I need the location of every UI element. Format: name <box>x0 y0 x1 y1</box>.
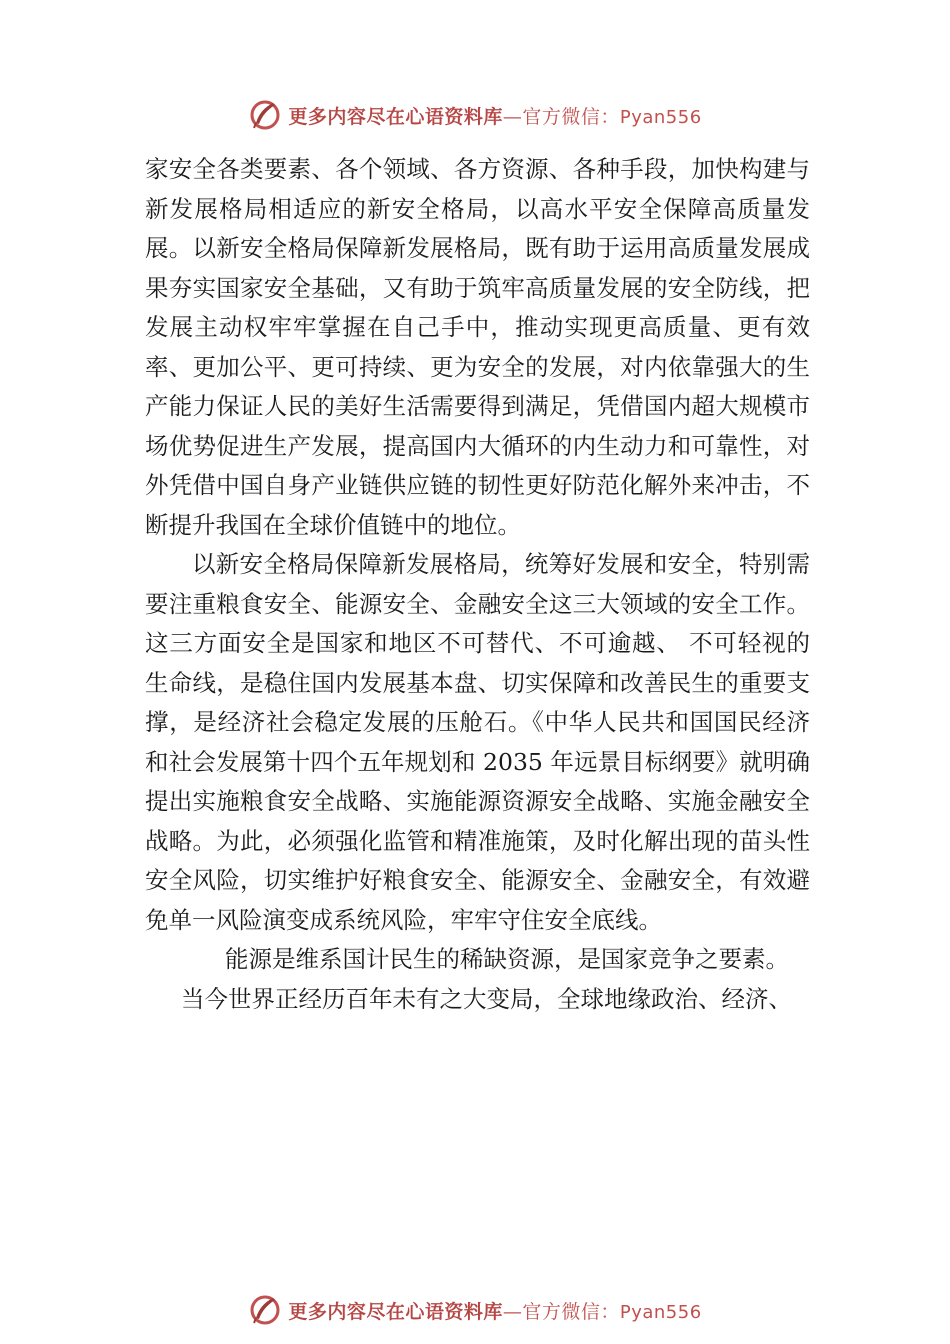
footer-brand: 更多内容尽在心语资料库 <box>288 1300 503 1323</box>
quill-pen-circle-icon <box>248 1293 282 1327</box>
paragraph-4: 当今世界正经历百年未有之大变局，全球地缘政治、经济、 <box>181 984 792 1013</box>
paragraph-3: 能源是维系国计民生的稀缺资源，是国家竞争之要素。 <box>225 945 789 973</box>
paragraph-1: 家安全各类要素、各个领域、各方资源、各种手段，加快构建与新发展格局相适应的新安全格局，以高水平安全保障高质量发展。以新安全格局保障新发展格局，既有助于运用高质量发展成果夯实国家安全基础，又有助于筑牢高质量发展的安全防线，把发展主动权牢牢掌握在自己手中，推动实现更高质量、更有效率、更加公平、更可持续、更为安全的发展，对内依靠强大的生产能力保证人民的美好生活需要得到满足，凭借国内超大规模市场优势促进生产发展，提高国内大循环的内生动力和可靠性，对外凭借中国自身产业链供应链的韧性更好防范化解外来冲击，不断提升我国在全球价值链中的地位。 <box>145 155 810 539</box>
header-brand: 更多内容尽在心语资料库 <box>288 105 503 128</box>
footer-wechat-label: 官方微信： <box>522 1300 620 1323</box>
document-body <box>145 150 810 1019</box>
header-dash: — <box>502 105 523 128</box>
header-text <box>288 102 701 129</box>
footer-dash: — <box>502 1300 523 1323</box>
header-wechat-label: 官方微信： <box>522 105 620 128</box>
footer-text <box>288 1297 701 1324</box>
header-wechat-id: Pyan556 <box>619 106 702 128</box>
quill-pen-circle-icon <box>248 98 282 132</box>
paragraph-2: 以新安全格局保障新发展格局，统筹好发展和安全，特别需要注重粮食安全、能源安全、金融安全这三大领域的安全工作。这三方面安全是国家和地区不可替代、不可逾越、 不可轻视的生命线，是稳住国内发展基本盘、切实保障和改善民生的重要支撑，是经济社会稳定发展的压舱石。《中华人民共和国国民经济和社会发展第十四个五年规划和 2035 年远景目标纲要》就明确提出实施粮食安全战略、实施能源资源安全战略、实施金融安全战略。为此，必须强化监管和精准施策，及时化解出现的苗头性安全风险，切实维护好粮食安全、能源安全、金融安全，有效避免单一风险演变成系统风险，牢牢守住安全底线。 <box>145 550 810 934</box>
footer-banner <box>0 1290 950 1330</box>
footer-wechat-id: Pyan556 <box>619 1301 702 1323</box>
header-banner <box>0 95 950 135</box>
